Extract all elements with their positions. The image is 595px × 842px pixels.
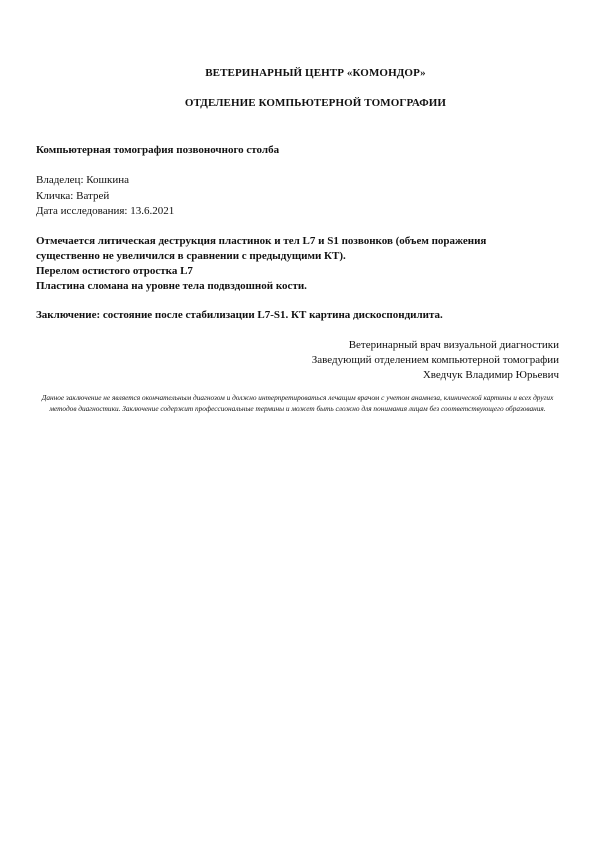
signature-position: Заведующий отделением компьютерной томографии [311,354,559,366]
exam-title: Компьютерная томография позвоночного столба [36,144,280,156]
conclusion: Заключение: состояние после стабилизации L7-S1. КТ картина дискоспондилита. [36,309,443,321]
owner-line: Владелец: Кошкина [36,174,130,186]
disclaimer-text: Данное заключение не является окончательным диагнозом и должно интерпретироваться лечащим врачом с учетом анамнеза, клинической картины и всех других методов диагностики. Заключение содержит профессиональные термины и может быть сложно для понимания лицам без соответствующего образования. [41,393,554,413]
organization-title: ВЕТЕРИНАРНЫЙ ЦЕНТР «КОМОНДОР» [205,67,426,79]
signature-name: Хведчук Владимир Юрьевич [422,369,559,381]
findings-line-3: Перелом остистого отростка L7 [36,265,193,277]
pet-name-line: Кличка: Ватрей [36,190,110,202]
findings-line-1: Отмечается литическая деструкция пластинок и тел L7 и S1 позвонков (объем поражения [36,235,487,247]
exam-date-line: Дата исследования: 13.6.2021 [36,205,175,217]
department-title: ОТДЕЛЕНИЕ КОМПЬЮТЕРНОЙ ТОМОГРАФИИ [184,97,447,109]
findings-line-2: существенно не увеличился в сравнении с предыдущими КТ). [36,250,346,262]
findings-line-4: Пластина сломана на уровне тела подвздошной кости. [36,280,307,292]
signature-role: Ветеринарный врач визуальной диагностики [348,339,559,351]
